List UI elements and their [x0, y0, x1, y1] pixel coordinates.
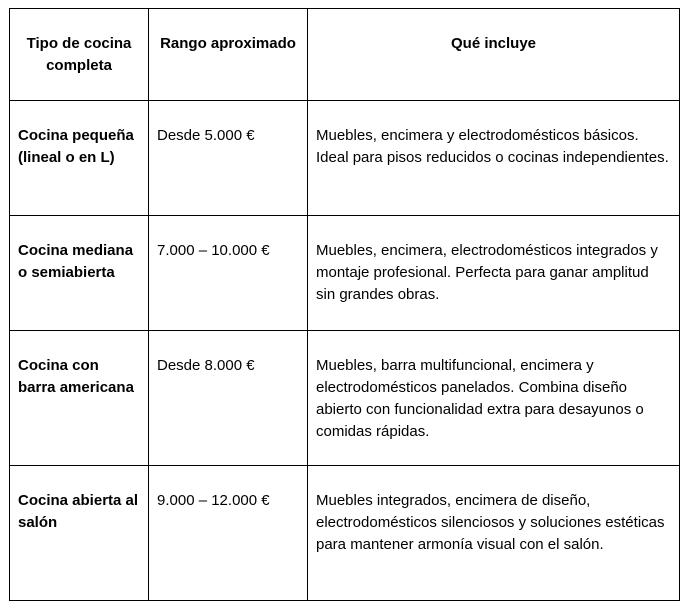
cell-includes: [308, 331, 680, 466]
cell-includes: [308, 216, 680, 331]
header-label: Rango aproximado: [160, 35, 296, 52]
cell-text: Cocina pequeña (lineal o en L): [18, 127, 134, 166]
header-includes: [308, 9, 680, 101]
cell-includes: [308, 466, 680, 601]
cell-kitchen-type: [10, 466, 149, 601]
cell-text: Muebles, barra multifuncional, encimera y electrodomésticos panelados. Combina diseño abierto con funcionalidad extra para desayunos o comidas rápidas.: [316, 357, 644, 440]
cell-text: Cocina mediana o semiabierta: [18, 242, 134, 281]
table-row: [10, 331, 680, 466]
table-header-row: [10, 9, 680, 101]
cell-text: Muebles, encimera y electrodomésticos básicos. Ideal para pisos reducidos o cocinas independientes.: [316, 127, 669, 166]
header-label: Qué incluye: [450, 35, 537, 52]
header-label: Tipo de cocina completa: [26, 35, 132, 74]
cell-price-range: [149, 466, 308, 601]
table-row: [10, 101, 680, 216]
cell-text: Muebles, encimera, electrodomésticos integrados y montaje profesional. Perfecta para ganar amplitud sin grandes obras.: [316, 242, 658, 303]
cell-text: Desde 5.000 €: [157, 127, 255, 144]
cell-kitchen-type: [10, 101, 149, 216]
cell-text: 7.000 – 10.000 €: [157, 242, 270, 259]
cell-kitchen-type: [10, 331, 149, 466]
cell-includes: [308, 101, 680, 216]
cell-text: Cocina abierta al salón: [18, 492, 139, 531]
header-price-range: [149, 9, 308, 101]
table-row: [10, 216, 680, 331]
header-kitchen-type: [10, 9, 149, 101]
cell-price-range: [149, 216, 308, 331]
cell-text: Desde 8.000 €: [157, 357, 255, 374]
kitchen-price-table: [9, 8, 680, 601]
cell-text: 9.000 – 12.000 €: [157, 492, 270, 509]
cell-text: Cocina con barra americana: [18, 357, 134, 396]
cell-text: Muebles integrados, encimera de diseño, electrodomésticos silenciosos y soluciones estéticas para mantener armonía visual con el salón.: [316, 492, 665, 553]
cell-price-range: [149, 331, 308, 466]
cell-price-range: [149, 101, 308, 216]
table-row: [10, 466, 680, 601]
cell-kitchen-type: [10, 216, 149, 331]
